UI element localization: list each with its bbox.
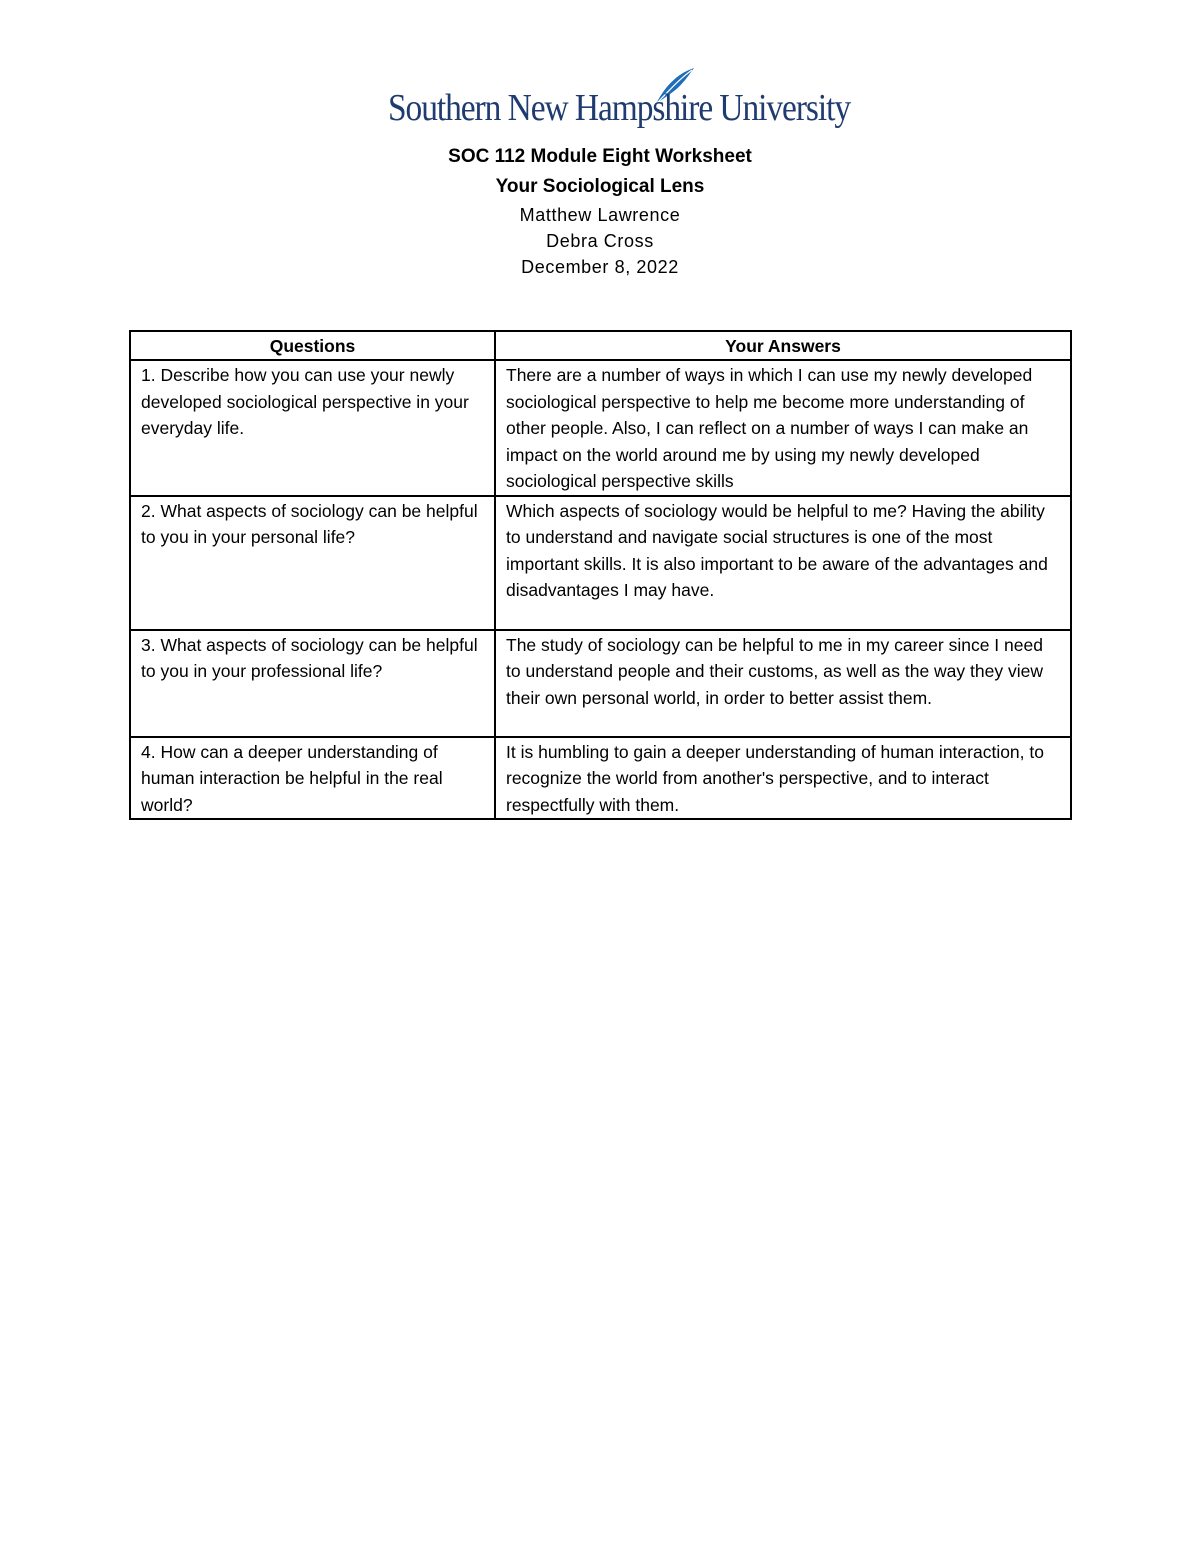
- answer-cell: The study of sociology can be helpful to me in my career since I need to understand people and their customs, as well as the way they view their own personal world, in order to better assist them.: [495, 630, 1071, 737]
- university-logo: [384, 66, 851, 138]
- answer-cell: Which aspects of sociology would be helpful to me? Having the ability to understand and navigate social structures is one of the most important skills. It is also important to be aware of the advantages and disadvantages I may have.: [495, 496, 1071, 630]
- table-row: [130, 360, 1071, 496]
- document-subtitle: Your Sociological Lens: [495, 176, 705, 197]
- document-title: SOC 112 Module Eight Worksheet: [448, 146, 752, 167]
- table-header-row: [130, 331, 1071, 360]
- table-row: [130, 496, 1071, 630]
- instructor-name: Debra Cross: [546, 231, 654, 251]
- document-date: December 8, 2022: [521, 257, 679, 277]
- document-header: [0, 142, 1200, 280]
- answer-cell: There are a number of ways in which I can use my newly developed sociological perspective to help me become more understanding of other people. Also, I can reflect on a number of ways I can make an impact on the world around me by using my newly developed sociological perspective skills: [495, 360, 1071, 496]
- questions-column-header: Questions: [130, 331, 495, 360]
- table-row: [130, 630, 1071, 737]
- question-cell: 1. Describe how you can use your newly developed sociological perspective in your everyday life.: [130, 360, 495, 496]
- student-name: Matthew Lawrence: [519, 205, 681, 225]
- question-cell: 3. What aspects of sociology can be helpful to you in your professional life?: [130, 630, 495, 737]
- answers-column-header: Your Answers: [495, 331, 1071, 360]
- table-row: [130, 737, 1071, 820]
- question-cell: 4. How can a deeper understanding of human interaction be helpful in the real world?: [130, 737, 495, 820]
- question-cell: 2. What aspects of sociology can be helpful to you in your personal life?: [130, 496, 495, 630]
- logo-wordmark: Southern New Hampshire University: [388, 87, 851, 129]
- worksheet-table: [129, 330, 1072, 820]
- answer-cell: It is humbling to gain a deeper understanding of human interaction, to recognize the world from another's perspective, and to interact respectfully with them.: [495, 737, 1071, 820]
